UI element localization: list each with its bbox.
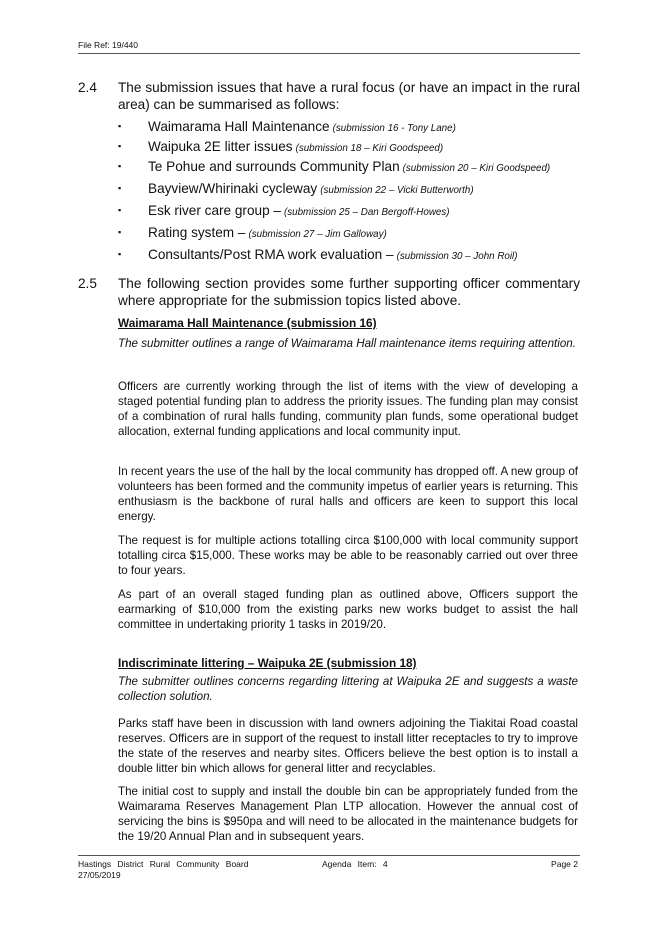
list-item-label: Bayview/Whirinaki cycleway [148, 181, 318, 196]
section-text: The submission issues that have a rural focus (or have an impact in the rural area) can be summarised as follows: [118, 80, 580, 112]
list-item-label: Waipuka 2E litter issues [148, 139, 293, 154]
littering-paragraph: The initial cost to supply and install the double bin can be appropriately funded from the Waimarama Reserves Management Plan LTP allocation. However the annual cost of servicing the bins is $950pa and will need to be allocated in the maintenance budgets for the 19/20 Annual Plan and in subsequent years. [118, 785, 578, 843]
list-item-submission: (submission 27 – Jim Galloway) [248, 229, 387, 240]
bullet-marker: ▪ [118, 227, 122, 237]
footer-date: 27/05/2019 [78, 870, 121, 880]
bullet-marker: ▪ [118, 141, 122, 151]
list-item-submission: (submission 30 – John Roil) [396, 251, 518, 262]
littering-paragraph: Parks staff have been in discussion with land owners adjoining the Tiakitai Road coastal reserves. Officers are in support of the request to install litter receptacles to try to improve the state of the reserves and nearby sites. Officers believe the best option is to install a double litter bin which allows for general litter and recyclables. [118, 717, 578, 775]
list-item-submission: (submission 20 – Kiri Goodspeed) [402, 163, 551, 174]
footer-board: Hastings District Rural Community Board [78, 859, 249, 869]
list-item-label: Waimarama Hall Maintenance [148, 119, 330, 134]
bullet-marker: ▪ [118, 249, 122, 259]
bullet-marker: ▪ [118, 161, 122, 171]
bullet-marker: ▪ [118, 121, 122, 131]
bullet-marker: ▪ [118, 183, 122, 193]
waimarama-paragraph: As part of an overall staged funding plan as outlined above, Officers support the earmarking of $10,000 from the existing parks new works budget to assist the hall committee in undertaking priority 1 tasks in 2019/20. [118, 588, 578, 631]
footer-page-number: Page 2 [551, 859, 578, 869]
section-text: The following section provides some further supporting officer commentary where appropriate for the submission topics listed above. [118, 276, 580, 308]
list-item-submission: (submission 16 - Tony Lane) [332, 123, 456, 134]
list-item-submission: (submission 18 – Kiri Goodspeed) [295, 143, 444, 154]
list-item-label: Consultants/Post RMA work evaluation – [148, 247, 394, 262]
list-item-submission: (submission 22 – Vicki Butterworth) [320, 185, 474, 196]
file-reference: File Ref: 19/440 [78, 40, 139, 50]
list-item-label: Te Pohue and surrounds Community Plan [148, 159, 400, 174]
waimarama-summary: The submitter outlines a range of Waimarama Hall maintenance items requiring attention. [118, 337, 576, 350]
waimarama-heading: Waimarama Hall Maintenance (submission 16) [118, 316, 377, 330]
footer-divider [78, 855, 580, 856]
list-item-submission: (submission 25 – Dan Bergoff-Howes) [283, 207, 450, 218]
list-item-label: Rating system – [148, 225, 246, 240]
waimarama-paragraph: Officers are currently working through the list of items with the view of developing a staged potential funding plan to address the priority issues. The funding plan may consist of a combination of rural halls funding, community plan funds, some operational budget allocation, external funding applications and local community input. [118, 380, 578, 438]
bullet-marker: ▪ [118, 205, 122, 215]
footer-agenda-item: Agenda Item: 4 [322, 859, 388, 869]
header-divider [78, 53, 580, 54]
section-number: 2.4 [78, 80, 97, 95]
section-number: 2.5 [78, 276, 97, 291]
littering-heading: Indiscriminate littering – Waipuka 2E (submission 18) [118, 656, 417, 670]
waimarama-paragraph: In recent years the use of the hall by the local community has dropped off. A new group of volunteers has been formed and the community impetus of earlier years is returning. This enthusiasm is the backbone of rural halls and officers are keen to support this local energy. [118, 465, 578, 523]
littering-summary: The submitter outlines concerns regarding littering at Waipuka 2E and suggests a waste collection solution. [118, 675, 578, 703]
list-item-label: Esk river care group – [148, 203, 281, 218]
waimarama-paragraph: The request is for multiple actions totalling circa $100,000 with local community support totalling circa $15,000. These works may be able to be reasonably carried out over three to four years. [118, 534, 578, 577]
